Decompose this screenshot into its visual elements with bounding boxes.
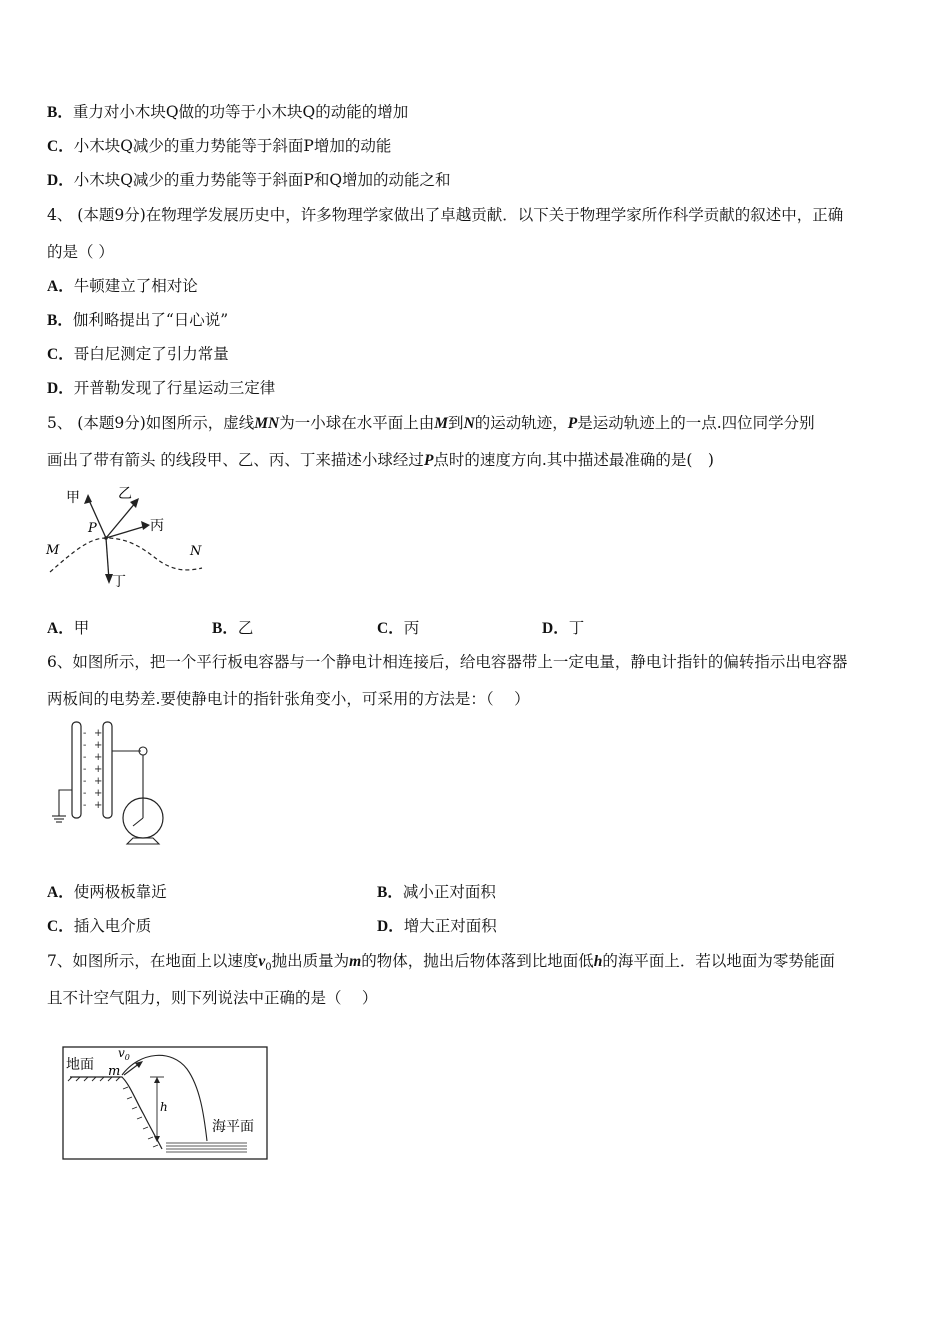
right-plate — [103, 722, 112, 818]
svg-text:-: - — [83, 728, 87, 739]
label-m: M — [46, 543, 60, 558]
q5-stem-line2: 画出了带有箭头 的线段甲、乙、丙、丁来描述小球经过P点时的速度方向.其中描述最准确的是( ) — [47, 451, 714, 469]
q7-cliff-figure — [62, 1045, 270, 1163]
q6-option-a: A．使两极板靠近 — [47, 883, 167, 901]
label-h: h — [160, 1100, 168, 1114]
label-ground: 地面 — [66, 1057, 94, 1073]
q4-option-d: D．开普勒发现了行星运动三定律 — [47, 379, 276, 397]
arrow-jia-head — [84, 494, 92, 504]
svg-text:-: - — [83, 776, 87, 787]
svg-text:-: - — [83, 752, 87, 763]
label-jia: 甲 — [66, 490, 80, 506]
q6-option-c: C．插入电介质 — [47, 917, 152, 935]
arrow-yi — [106, 502, 136, 538]
label-n: N — [190, 544, 202, 559]
label-v0: $v_0$ — [118, 1046, 130, 1062]
q6-capacitor-figure — [45, 718, 205, 848]
q5-stem-line1: 5、 (本题9分)如图所示，虚线MN为一小球在水平面上由M到N的运动轨迹，P是运动轨迹上的一点.四位同学分别 — [47, 414, 815, 432]
svg-text:-: - — [83, 740, 87, 751]
svg-text:+: + — [94, 752, 103, 763]
left-plate — [72, 722, 81, 818]
q6-option-d: D．增大正对面积 — [377, 917, 497, 935]
svg-text:+: + — [94, 788, 103, 799]
label-m: m — [108, 1064, 121, 1079]
ground-wire — [59, 790, 72, 816]
q6-stem-line2: 两板间的电势差.要使静电计的指针张角变小，可采用的方法是：（ ） — [47, 690, 530, 708]
arrow-ding — [106, 538, 109, 580]
svg-text:-: - — [83, 800, 87, 811]
plate-charges — [83, 728, 102, 811]
label-yi: 乙 — [118, 486, 132, 502]
trajectory-curve — [50, 538, 202, 572]
arrow-bing-head — [141, 521, 150, 530]
q6-stem-line1: 6、如图所示，把一个平行板电容器与一个静电计相连接后，给电容器带上一定电量，静电计指针的偏转指示出电容器 — [47, 653, 848, 671]
label-sea: 海平面 — [212, 1119, 254, 1135]
q4-option-c: C．哥白尼测定了引力常量 — [47, 345, 229, 363]
q5-option-d: D．丁 — [542, 619, 585, 637]
arrow-bing — [106, 526, 146, 538]
q5-trajectory-figure — [40, 480, 220, 600]
cliff-hatching — [68, 1077, 158, 1147]
q4-option-a: A．牛顿建立了相对论 — [47, 277, 198, 295]
svg-text:+: + — [94, 764, 103, 775]
q4-option-b: B．伽利略提出了“日心说” — [47, 311, 229, 329]
label-ding: 丁 — [112, 574, 126, 590]
sea-surface — [166, 1143, 247, 1152]
svg-text:+: + — [94, 776, 103, 787]
svg-text:+: + — [94, 728, 103, 739]
label-p: P — [88, 521, 97, 536]
q4-stem-line2: 的是（ ） — [47, 243, 114, 261]
q5-option-b: B．乙 — [212, 619, 254, 637]
electrometer-needle — [133, 818, 143, 826]
svg-text:-: - — [83, 764, 87, 775]
q5-option-c: C．丙 — [377, 619, 420, 637]
svg-text:+: + — [94, 800, 103, 811]
electrometer-base — [127, 838, 159, 844]
svg-text:-: - — [83, 788, 87, 799]
point-p — [104, 536, 108, 540]
q3-option-d: D．小木块Q减少的重力势能等于斜面P和Q增加的动能之和 — [47, 171, 451, 189]
q7-stem-line2: 且不计空气阻力，则下列说法中正确的是（ ） — [47, 989, 378, 1007]
q5-option-a: A．甲 — [47, 619, 90, 637]
q7-stem-line1: 7、如图所示，在地面上以速度$v_0$抛出质量为m的物体，抛出后物体落到比地面低h的海平面上．若以地面为零势能面 — [47, 952, 835, 974]
cliff-edge — [70, 1077, 162, 1149]
q3-option-b: B．重力对小木块Q做的功等于小木块Q的动能的增加 — [47, 103, 409, 121]
q3-option-c: C．小木块Q减少的重力势能等于斜面P增加的动能 — [47, 137, 392, 155]
q4-stem-line1: 4、 (本题9分)在物理学发展历史中，许多物理学家做出了卓越贡献．以下关于物理学家所作科学贡献的叙述中，正确 — [47, 206, 844, 224]
svg-text:+: + — [94, 740, 103, 751]
label-bing: 丙 — [150, 518, 164, 534]
q6-option-b: B．减小正对面积 — [377, 883, 496, 901]
